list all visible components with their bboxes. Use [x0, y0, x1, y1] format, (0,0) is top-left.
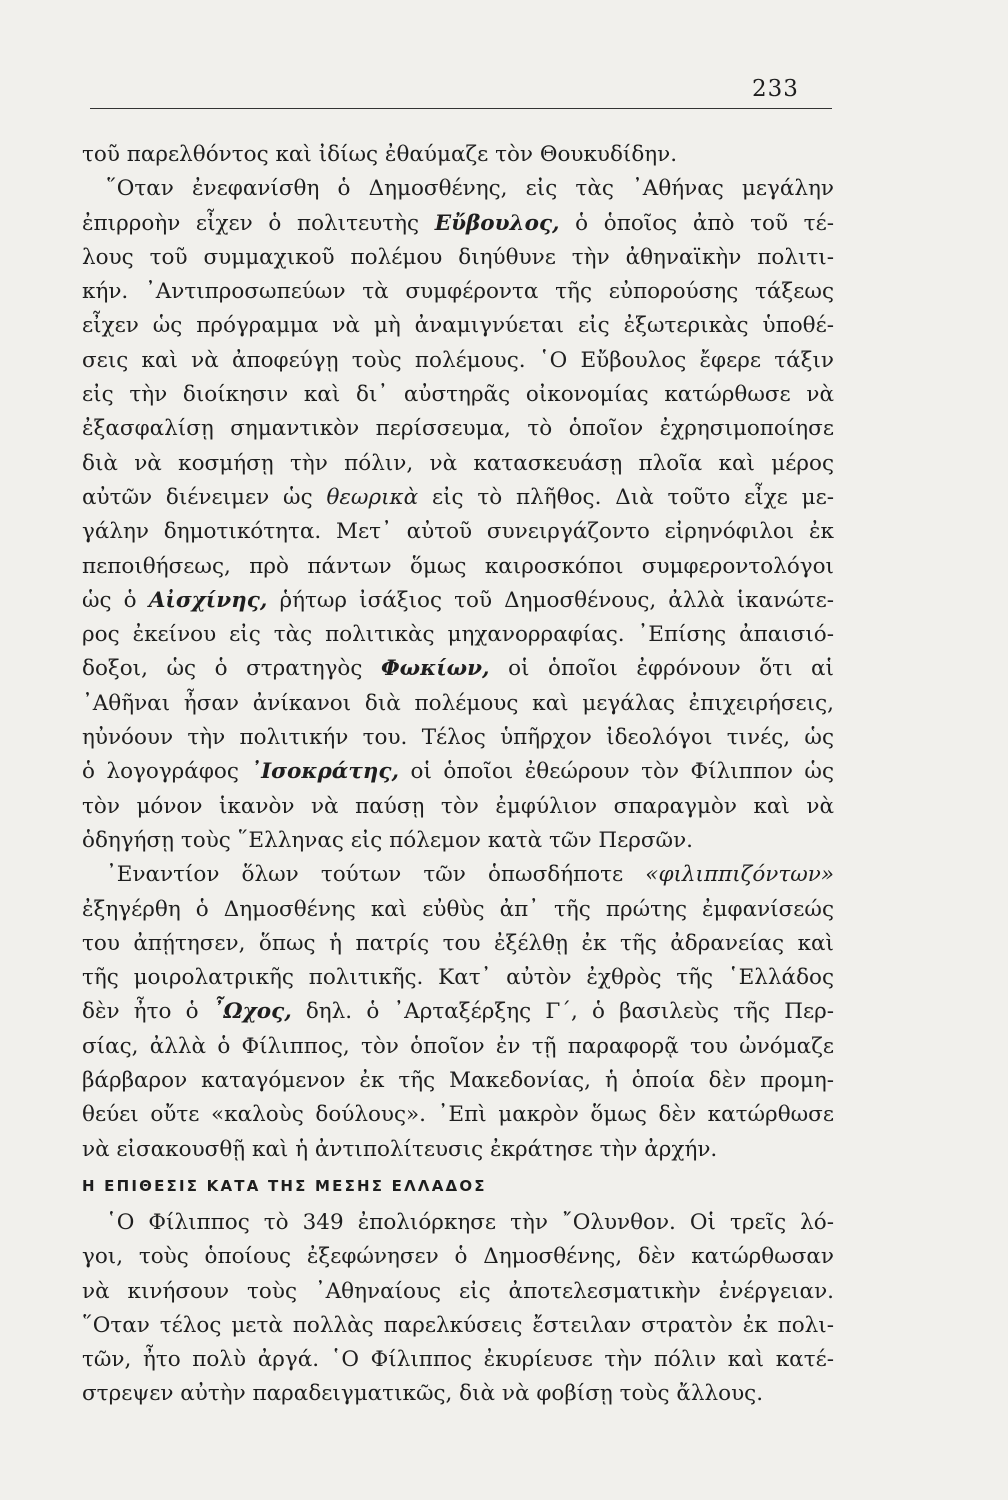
text-line	[82, 1377, 834, 1411]
line-text: βάρβαρον καταγόμενον ἐκ τῆς Μακεδονίας, ἡ ὁποία δὲν προμη-	[82, 1068, 834, 1094]
line-text: ὁδηγήσῃ τοὺς ῞Ελληνας εἰς πόλεμον κατὰ τῶν Περσῶν.	[82, 827, 693, 853]
line-text: δὲν ἦτο ὁ	[82, 999, 213, 1025]
line-text: αὐτῶν διένειμεν ὡς	[82, 484, 327, 510]
emphasized-name: Αἰσχίνης,	[148, 587, 268, 613]
line-text-continued: δηλ. ὁ ᾿Αρταξέρξης Γ΄, ὁ βασιλεὺς τῆς Περ-	[291, 999, 834, 1025]
section-text	[82, 1206, 834, 1412]
text-line	[82, 207, 834, 241]
line-text: λους τοῦ συμμαχικοῦ πολέμου διηύθυνε τὴν ἀθηναϊκὴν πολιτι-	[82, 244, 834, 270]
text-line	[82, 927, 834, 961]
line-text: σεις καὶ νὰ ἀποφεύγῃ τοὺς πολέμους. ῾Ο Εὔβουλος ἔφερε τάξιν	[82, 347, 834, 373]
line-text: ἐξηγέρθη ὁ Δημοσθένης καὶ εὐθὺς ἀπ᾿ τῆς πρώτης ἐμφανίσεώς	[82, 896, 834, 922]
text-line	[82, 309, 834, 343]
line-text: διὰ νὰ κοσμήσῃ τὴν πόλιν, νὰ κατασκευάσῃ πλοῖα καὶ μέρος	[82, 450, 834, 476]
line-text-continued: οἱ ὁποῖοι ἐφρόνουν ὅτι αἱ	[489, 656, 834, 682]
line-text: κήν. ᾿Αντιπροσωπεύων τὰ συμφέροντα τῆς εὐπορούσης τάξεως	[82, 279, 834, 305]
text-line	[82, 550, 834, 584]
line-text: ηὐνόουν τὴν πολιτικήν του. Τέλος ὑπῆρχον ἰδεολόγοι τινές, ὡς	[82, 725, 834, 751]
page-number: 233	[752, 76, 799, 102]
text-line	[82, 1098, 834, 1132]
text-line	[82, 172, 834, 206]
line-text: τὸν μόνον ἱκανὸν νὰ παύσῃ τὸν ἐμφύλιον σπαραγμὸν καὶ νὰ	[82, 793, 834, 819]
line-text: γοι, τοὺς ὁποίους ἐξεφώνησεν ὁ Δημοσθένης, δὲν κατώρθωσαν	[82, 1244, 834, 1270]
text-line	[82, 1275, 834, 1309]
section-olynthus	[82, 1156, 834, 1412]
main-text	[82, 138, 834, 1167]
section-heading: Η ΕΠΙΘΕΣΙΣ ΚΑΤΑ ΤΗΣ ΜΕΣΗΣ ΕΛΛΑΔΟΣ	[82, 1177, 487, 1195]
text-line	[82, 138, 834, 172]
text-line	[82, 1343, 834, 1377]
line-text: γάλην δημοτικότητα. Μετ᾿ αὐτοῦ συνειργάζοντο εἰρηνόφιλοι ἐκ	[82, 519, 834, 545]
text-line	[82, 447, 834, 481]
text-line	[82, 721, 834, 755]
text-line	[82, 687, 834, 721]
line-text: ῾Ο Φίλιππος τὸ 349 ἐπολιόρκησε τὴν ῎Ολυνθον. Οἱ τρεῖς λό-	[106, 1210, 834, 1235]
emphasized-name: ᾿Ισοκράτης,	[250, 759, 400, 785]
line-text: ὡς ὁ	[82, 587, 149, 613]
text-line	[82, 344, 834, 378]
header-rule	[90, 108, 832, 109]
text-line	[82, 893, 834, 927]
line-text: τῆς μοιρολατρικῆς πολιτικῆς. Κατ᾿ αὐτὸν ἐχθρὸς τῆς ῾Ελλάδος	[82, 965, 834, 991]
line-text: στρεψεν αὐτὴν παραδειγματικῶς, διὰ νὰ φοβίσῃ τοὺς ἄλλους.	[82, 1381, 764, 1407]
line-text: ὁ λογογράφος	[82, 759, 251, 785]
line-text: ᾿Εναντίον ὅλων τούτων τῶν ὁπωσδήποτε	[106, 862, 646, 888]
text-line	[82, 481, 834, 515]
italic-term: θεωρικὰ	[326, 484, 419, 510]
line-text: θεύει οὔτε «καλοὺς δούλους». ᾿Επὶ μακρὸν ὅμως δὲν κατώρθωσε	[82, 1102, 834, 1128]
emphasized-name: Φωκίων,	[380, 656, 490, 682]
text-line	[82, 1240, 834, 1274]
line-text: σίας, ἀλλὰ ὁ Φίλιππος, τὸν ὁποῖον ἐν τῇ παραφορᾷ του ὠνόμαζε	[82, 1033, 834, 1059]
emphasized-name: Εὔβουλος,	[434, 210, 560, 236]
text-line	[82, 1030, 834, 1064]
text-line	[82, 995, 834, 1029]
text-line	[82, 618, 834, 652]
text-line	[82, 1309, 834, 1343]
text-line	[82, 790, 834, 824]
text-line	[82, 652, 834, 686]
line-text: ρος ἐκείνου εἰς τὰς πολιτικὰς μηχανορραφίας. ᾿Επίσης ἀπαισιό-	[82, 622, 834, 648]
text-line	[82, 275, 834, 309]
line-text: ῞Οταν τέλος μετὰ πολλὰς παρελκύσεις ἔστειλαν στρατὸν ἐκ πολι-	[82, 1312, 834, 1338]
line-text-continued: ὁ ὁποῖος ἀπὸ τοῦ τέ-	[559, 210, 834, 236]
text-line	[82, 584, 834, 618]
line-text: εἰς τὴν διοίκησιν καὶ δι᾿ αὐστηρᾶς οἰκονομίας κατώρθωσε νὰ	[82, 382, 834, 408]
text-line	[82, 515, 834, 549]
text-line	[82, 241, 834, 275]
text-line	[82, 1064, 834, 1098]
emphasized-name: ῏Ωχος,	[212, 999, 292, 1025]
line-text: ᾿Αθῆναι ἦσαν ἀνίκανοι διὰ πολέμους καὶ μεγάλας ἐπιχειρήσεις,	[82, 690, 834, 716]
line-text: τοῦ παρελθόντος καὶ ἰδίως ἐθαύμαζε τὸν Θουκυδίδην.	[82, 142, 678, 167]
line-text: νὰ κινήσουν τοὺς ᾿Αθηναίους εἰς ἀποτελεσματικὴν ἐνέργειαν.	[82, 1278, 834, 1304]
text-line	[82, 1206, 834, 1240]
text-line	[82, 755, 834, 789]
line-text: ῞Οταν ἐνεφανίσθη ὁ Δημοσθένης, εἰς τὰς ᾿Αθήνας μεγάλην	[106, 176, 834, 202]
line-text-continued: ῥήτωρ ἰσάξιος τοῦ Δημοσθένους, ἀλλὰ ἱκανώτε-	[267, 587, 834, 613]
text-line	[82, 858, 834, 892]
line-text: νὰ εἰσακουσθῇ καὶ ἡ ἀντιπολίτευσις ἐκράτησε τὴν ἀρχήν.	[82, 1136, 718, 1162]
line-text-continued: οἱ ὁποῖοι ἐθεώρουν τὸν Φίλιππον ὡς	[399, 759, 834, 785]
text-line	[82, 378, 834, 412]
italic-term: «φιλιππιζόντων»	[645, 862, 834, 888]
line-text-continued: εἰς τὸ πλῆθος. Διὰ τοῦτο εἶχε με-	[418, 484, 834, 510]
text-line	[82, 824, 834, 858]
line-text: ἐπιρροὴν εἶχεν ὁ πολιτευτὴς	[82, 210, 435, 236]
line-text: του ἀπῄτησεν, ὅπως ἡ πατρίς του ἐξέλθῃ ἐκ τῆς ἀδρανείας καὶ	[82, 930, 834, 956]
line-text: δοξοι, ὡς ὁ στρατηγὸς	[82, 656, 381, 682]
line-text: εἶχεν ὡς πρόγραμμα νὰ μὴ ἀναμιγνύεται εἰς ἐξωτερικὰς ὑποθέ-	[82, 313, 834, 339]
text-line	[82, 412, 834, 446]
line-text: πεποιθήσεως, πρὸ πάντων ὅμως καιροσκόποι συμφεροντολόγοι	[82, 553, 834, 579]
line-text: ἐξασφαλίσῃ σημαντικὸν περίσσευμα, τὸ ὁποῖον ἐχρησιμοποίησε	[82, 416, 834, 442]
line-text: τῶν, ἦτο πολὺ ἀργά. ῾Ο Φίλιππος ἐκυρίευσε τὴν πόλιν καὶ κατέ-	[82, 1347, 834, 1373]
text-line	[82, 961, 834, 995]
